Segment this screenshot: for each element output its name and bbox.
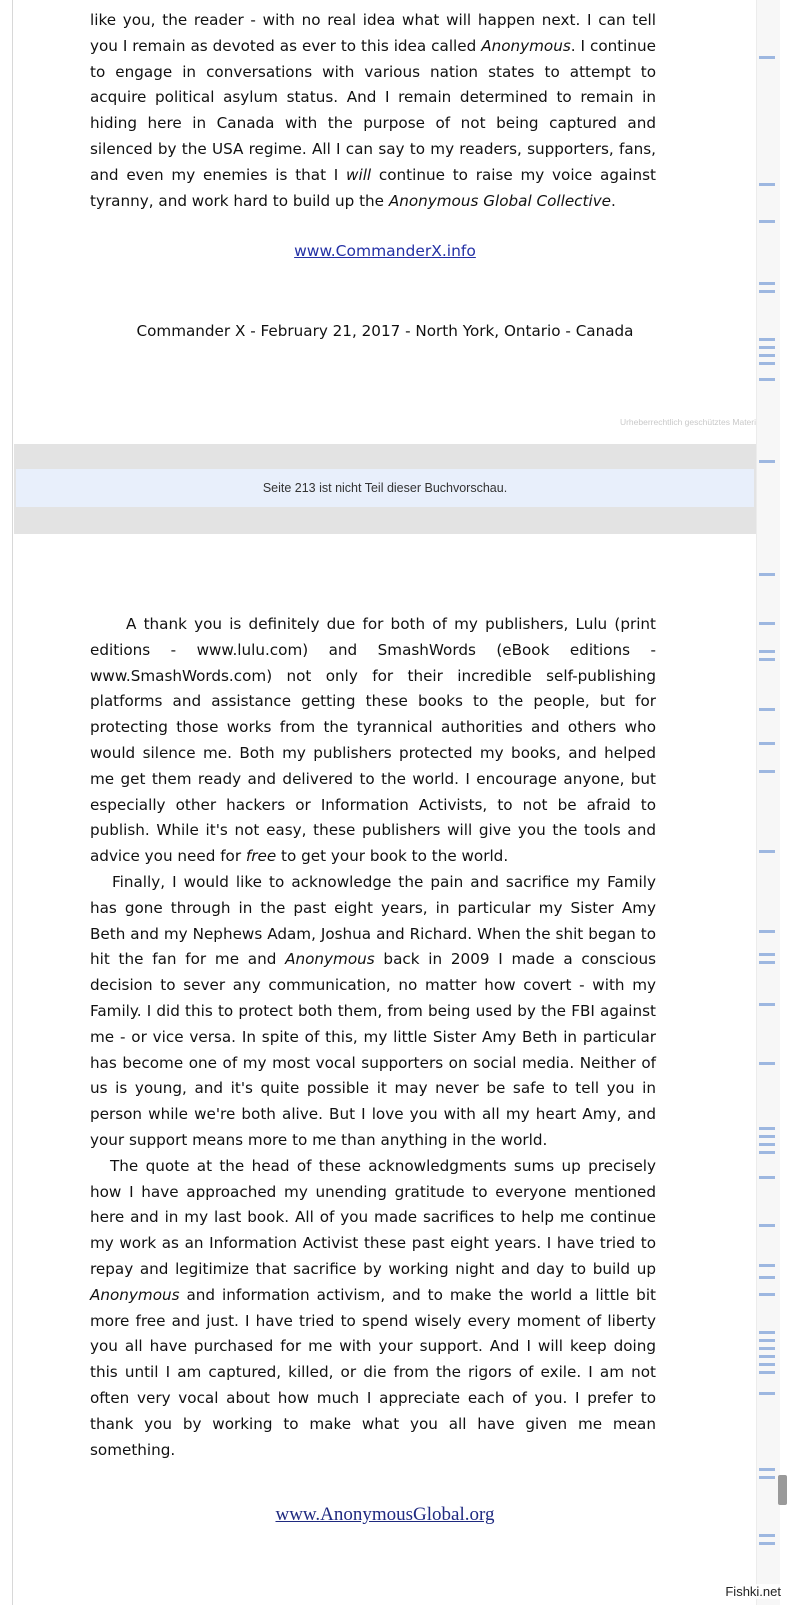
acknowledgment-segment-italic: Anonymous xyxy=(285,950,375,969)
scrollbar-search-marker[interactable] xyxy=(759,460,775,463)
acknowledgment-segment-text: and information activism, and to make the world a little bit more free and just. I have tried to spend wisely every moment of liberty you all have purchased for me with your support. And I will keep doing this until I am captured, killed, or die from the rigors of exile. I am not often very vocal about how much I appreciate each of you. I prefer to thank you by working to make what you all have given me mean something. xyxy=(90,1285,656,1459)
scrollbar-search-marker[interactable] xyxy=(759,354,775,357)
scrollbar-search-marker[interactable] xyxy=(759,930,775,933)
closing-segment-text: . xyxy=(611,191,616,210)
scrollbar-search-marker[interactable] xyxy=(759,1151,775,1154)
scrollbar-search-marker[interactable] xyxy=(759,1534,775,1537)
acknowledgment-segment-text: to get your book to the world. xyxy=(276,847,509,866)
scrollbar-search-marker[interactable] xyxy=(759,770,775,773)
closing-segment-italic: Anonymous Global Collective xyxy=(388,191,612,210)
scrollbar-search-marker[interactable] xyxy=(759,378,775,381)
acknowledgment-segment-text: Finally, I would like to acknowledge the pain and sacrifice my Family has gone through in the past eight years, in particular my Sister Amy Beth and my Nephews Adam, Joshua and Richard. When the shit began to hit the fan for me and xyxy=(90,872,656,969)
author-signature: Commander X - February 21, 2017 - North York, Ontario - Canada xyxy=(136,322,634,340)
anonymousglobal-website-link[interactable]: www.AnonymousGlobal.org xyxy=(275,1504,495,1525)
scrollbar-search-marker[interactable] xyxy=(759,1355,775,1358)
scrollbar-search-marker[interactable] xyxy=(759,1143,775,1146)
page-not-in-preview-banner: Seite 213 ist nicht Teil dieser Buchvorschau. xyxy=(16,469,754,507)
closing-paragraph xyxy=(90,8,656,214)
scrollbar-search-marker[interactable] xyxy=(759,1293,775,1296)
scrollbar-search-marker[interactable] xyxy=(759,961,775,964)
scrollbar-search-marker[interactable] xyxy=(759,573,775,576)
viewer-left-edge xyxy=(0,0,13,1605)
scrollbar-search-marker[interactable] xyxy=(759,1331,775,1334)
closing-segment-text: like you, the reader - with no real idea what will happen next. I can tell you I remain as devoted as ever to this idea called xyxy=(90,11,656,55)
page-gap xyxy=(14,444,756,534)
scrollbar-search-marker[interactable] xyxy=(759,346,775,349)
scrollbar-search-marker[interactable] xyxy=(759,1176,775,1179)
scrollbar-thumb[interactable] xyxy=(778,1475,787,1505)
scrollbar-search-marker[interactable] xyxy=(759,338,775,341)
site-watermark: Fishki.net xyxy=(725,1584,781,1599)
scrollbar-search-marker[interactable] xyxy=(759,1392,775,1395)
scrollbar-search-marker[interactable] xyxy=(759,850,775,853)
scrollbar-search-marker[interactable] xyxy=(759,1224,775,1227)
scrollbar-search-marker[interactable] xyxy=(759,658,775,661)
scrollbar-search-marker[interactable] xyxy=(759,650,775,653)
commanderx-website-link[interactable]: www.CommanderX.info xyxy=(294,242,476,260)
acknowledgment-segment-italic: Anonymous xyxy=(90,1285,180,1304)
closing-segment-italic: Anonymous xyxy=(481,36,571,55)
scrollbar-search-marker[interactable] xyxy=(759,56,775,59)
acknowledgment-paragraph xyxy=(90,1154,656,1464)
acknowledgment-segment-text: The quote at the head of these acknowledgments sums up precisely how I have approached my unending gratitude to everyone mentioned here and in my last book. All of you made sacrifices to help me continue my work as an Information Activist these past eight years. I have tried to repay and legitimize that sacrifice by working night and day to build up xyxy=(90,1156,656,1278)
scrollbar-search-marker[interactable] xyxy=(759,742,775,745)
scrollbar-search-marker[interactable] xyxy=(759,1476,775,1479)
acknowledgment-segment-text: A thank you is definitely due for both of my publishers, Lulu (print editions - www.lulu.com) and SmashWords (eBook editions - www.SmashWords.com) not only for their incredible self-publishing platforms and assistance getting these books to the people, but for protecting those works from the tyrannical authorities and others who would silence me. Both my publishers protected my books, and helped me get them ready and delivered to the world. I encourage anyone, but especially other hackers or Information Activists, to not be afraid to publish. While it's not easy, these publishers will give you the tools and advice you need for xyxy=(90,615,656,866)
scrollbar-track[interactable] xyxy=(756,0,780,1605)
scrollbar-search-marker[interactable] xyxy=(759,362,775,365)
vertical-scrollbar[interactable] xyxy=(756,0,789,1605)
scrollbar-search-marker[interactable] xyxy=(759,220,775,223)
acknowledgments-body xyxy=(90,612,656,1463)
closing-segment-text: . I continue to engage in conversations with various nation states to attempt to acquire political asylum status. And I remain determined to remain in hiding here in Canada with the purpose of not being captured and silenced by the USA regime. All I can say to my readers, supporters, fans, and even my enemies is that I xyxy=(90,36,657,184)
book-page-bottom xyxy=(14,534,756,1605)
book-page-top xyxy=(14,0,756,444)
acknowledgment-segment-italic: free xyxy=(245,847,277,866)
scrollbar-search-marker[interactable] xyxy=(759,1264,775,1267)
scrollbar-search-marker[interactable] xyxy=(759,1003,775,1006)
scrollbar-search-marker[interactable] xyxy=(759,708,775,711)
acknowledgment-paragraph xyxy=(90,612,656,870)
acknowledgment-paragraph xyxy=(90,870,656,1154)
acknowledgment-segment-text: back in 2009 I made a conscious decision to sever any communication, no matter how covert - with my Family. I did this to protect both them, from being used by the FBI against me - or vice versa. In spite of this, my little Sister Amy Beth in particular has become one of my most vocal supporters on social media. Neither of us is young, and it's quite possible it may never be safe to tell you in person while we're both alive. But I love you with all my heart Amy, and your support means more to me than anything in the world. xyxy=(90,950,656,1149)
scrollbar-search-marker[interactable] xyxy=(759,1371,775,1374)
scrollbar-search-marker[interactable] xyxy=(759,1542,775,1545)
closing-segment-text: continue to raise my voice against tyranny, and work hard to build up the xyxy=(90,165,656,210)
scrollbar-search-marker[interactable] xyxy=(759,290,775,293)
scrollbar-search-marker[interactable] xyxy=(759,1135,775,1138)
scrollbar-search-marker[interactable] xyxy=(759,183,775,186)
closing-segment-italic: will xyxy=(346,165,372,184)
scrollbar-search-marker[interactable] xyxy=(759,1363,775,1366)
scrollbar-search-marker[interactable] xyxy=(759,622,775,625)
scrollbar-search-marker[interactable] xyxy=(759,1127,775,1130)
scrollbar-search-marker[interactable] xyxy=(759,1339,775,1342)
scrollbar-search-marker[interactable] xyxy=(759,1062,775,1065)
copyright-notice: Urheberrechtlich geschütztes Materi xyxy=(619,417,756,427)
scrollbar-search-marker[interactable] xyxy=(759,1347,775,1350)
closing-paragraph-text xyxy=(90,8,656,214)
scrollbar-search-marker[interactable] xyxy=(759,953,775,956)
scrollbar-search-marker[interactable] xyxy=(759,1276,775,1279)
scrollbar-search-marker[interactable] xyxy=(759,1468,775,1471)
scrollbar-search-marker[interactable] xyxy=(759,282,775,285)
